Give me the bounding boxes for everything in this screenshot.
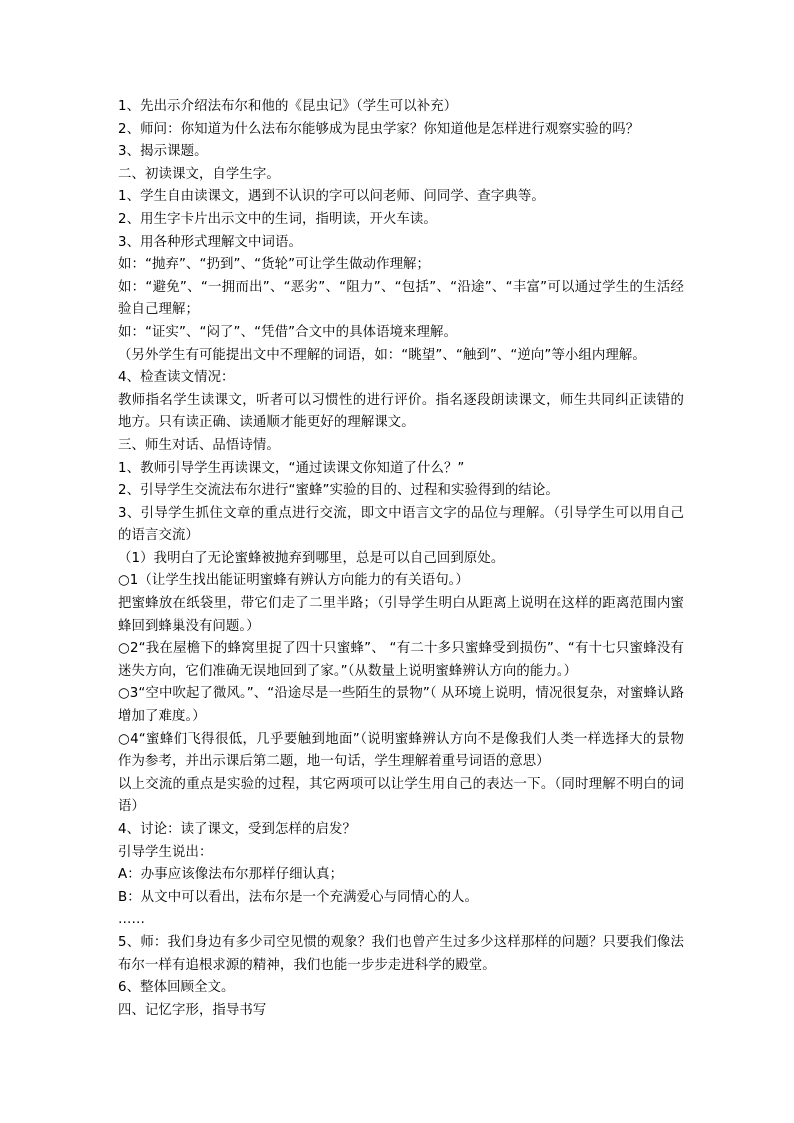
paragraph: 4、检查读文情况： [118,370,235,386]
paragraph: 引导学生说出： [118,844,213,860]
paragraph: ○2“我在屋檐下的蜂窝里捉了四十只蜜蜂”、 “有二十多只蜜蜂受到损伤”、“有十七只蜜蜂没有迷失方向，它们准确无误地回到了家。”（从数量上说明蜜蜂辨认方向的能力。） [118,641,684,679]
paragraph: 如：“证实”、“闷了”、“凭借”合文中的具体语境来理解。 [118,324,458,340]
paragraph: 3、揭示课题。 [118,144,208,160]
paragraph: 2、师问：你知道为什么法布尔能够成为昆虫学家？你知道他是怎样进行观察实验的吗？ [118,121,640,137]
paragraph: ○1（让学生找出能证明蜜蜂有辨认方向能力的有关语句。） [118,573,469,589]
section-heading: 四、记忆字形，指导书写 [118,1002,267,1018]
paragraph: 1、学生自由读课文，遇到不认识的字可以问老师、问同学、查字典等。 [118,189,545,205]
document-body [118,96,684,1022]
paragraph: ○4“蜜蜂们飞得很低，几乎要触到地面”（说明蜜蜂辨认方向不是像我们人类一样选择大的景物作为参考，并出示课后第二题，地一句话，学生理解着重号词语的意思） [118,731,684,770]
paragraph: 如：“避免”、“一拥而出”、“恶劣”、“阻力”、“包括”、“沿途”、“丰富”可以通过学生的生活经验自己理解； [118,279,684,318]
paragraph: 5、师：我们身边有多少司空见惯的观象？我们也曾产生过多少这样那样的问题？只要我们像法布尔一样有追根求源的精神，我们也能一步步走进科学的殿堂。 [118,934,684,973]
paragraph: 2、引导学生交流法布尔进行“蜜蜂”实验的目的、过程和实验得到的结论。 [118,483,559,499]
paragraph: ○3“空中吹起了微风。”、“沿途尽是一些陌生的景物”（ 从环境上说明，情况很复杂，对蜜蜂认路增加了难度。） [118,686,684,725]
paragraph: 教师指名学生读课文，听者可以习惯性的进行评价。指名逐段朗读课文，师生共同纠正读错的地方。只有读正确、读通顺才能更好的理解课文。 [118,392,684,431]
ellipsis: …… [118,912,145,928]
section-heading: 二、初读课文，自学生字。 [118,166,280,182]
paragraph: 6、整体回顾全文。 [118,980,235,996]
paragraph: 以上交流的重点是实验的过程，其它两项可以让学生用自己的表达一下。（同时理解不明白的词语） [118,776,684,815]
paragraph: 2、用生字卡片出示文中的生词，指明读，开火车读。 [118,211,437,227]
paragraph: B：从文中可以看出，法布尔是一个充满爱心与同情心的人。 [118,889,479,905]
paragraph: 1、教师引导学生再读课文，“通过读课文你知道了什么？” [118,460,465,476]
paragraph: （另外学生有可能提出文中不理解的词语，如：“眺望”、“触到”、“逆向”等小组内理解。 [118,347,646,363]
paragraph: A：办事应该像法布尔那样仔细认真； [118,867,344,883]
paragraph: （1）我明白了无论蜜蜂被抛弃到哪里，总是可以自己回到原处。 [118,550,505,566]
section-heading: 三、师生对话、品悟诗情。 [118,437,280,453]
paragraph: 1、先出示介绍法布尔和他的《昆虫记》（学生可以补充） [118,99,458,114]
paragraph: 3、引导学生抓住文章的重点进行交流，即文中语言文字的品位与理解。（引导学生可以用自己的语言交流） [118,505,684,544]
paragraph: 4、讨论：读了课文，受到怎样的启发？ [118,822,356,837]
paragraph: 3、用各种形式理解文中词语。 [118,234,302,250]
paragraph: 把蜜蜂放在纸袋里，带它们走了二里半路；（引导学生明白从距离上说明在这样的距离范围内蜜蜂回到蜂巢没有问题。） [118,596,684,634]
paragraph: 如：“抛弃”、“扔到”、“货轮”可让学生做动作理解； [118,257,431,273]
